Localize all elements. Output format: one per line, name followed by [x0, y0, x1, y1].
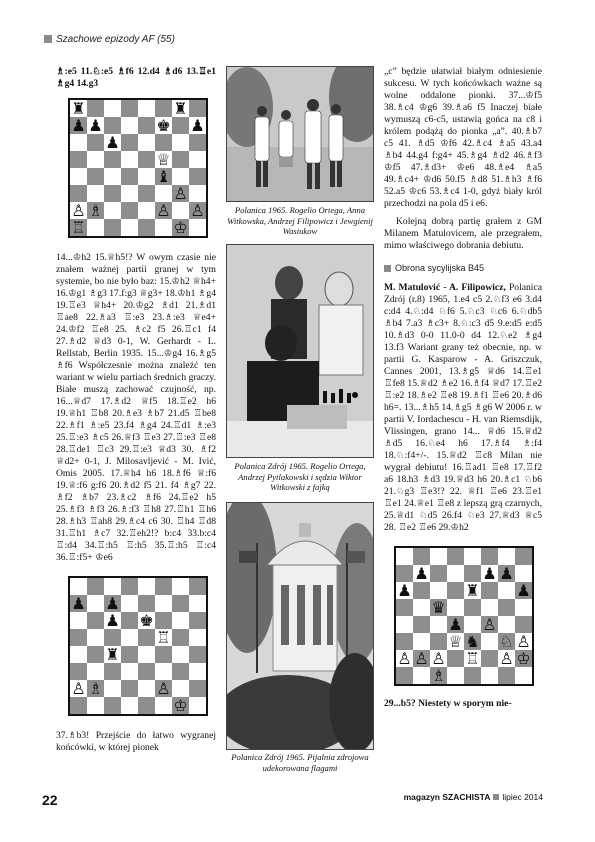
board-square	[104, 219, 121, 236]
board-square	[447, 599, 464, 616]
board-square: ♙	[516, 631, 531, 651]
board-square	[155, 578, 172, 595]
board-square	[104, 117, 121, 134]
board-square	[155, 185, 172, 202]
board-square	[138, 100, 155, 117]
chess-diagram-3	[394, 546, 534, 686]
board-square	[189, 612, 206, 629]
board-square	[138, 117, 155, 134]
board-square	[87, 629, 104, 646]
right-text-3: 29...b5? Niestety w sporym nie-	[384, 698, 512, 709]
board-square	[138, 697, 155, 714]
photo-caption-3: Polanica Zdrój 1965. Pijalnia zdrojowa udekorowana flagami	[231, 752, 369, 773]
board-square	[70, 646, 87, 663]
board-square	[155, 134, 172, 151]
board-square	[189, 629, 206, 646]
board-square	[87, 219, 104, 236]
board-square	[430, 582, 447, 599]
board-square	[515, 548, 532, 565]
board-square: ♟	[482, 563, 497, 583]
right-column	[384, 66, 542, 710]
board-square	[396, 667, 413, 684]
board-square: ♛	[431, 597, 446, 617]
board-square	[481, 667, 498, 684]
board-square: ♙	[499, 648, 514, 668]
board-square	[121, 595, 138, 612]
board-square	[481, 650, 498, 667]
board-square: ♔	[173, 695, 188, 715]
board-square: ♟	[88, 115, 103, 135]
board-square	[87, 168, 104, 185]
board-square	[413, 582, 430, 599]
photo-game-scene	[226, 244, 374, 458]
photo-caption-2: Polanica Zdrój 1965. Rogelio Ortega, Andrzej Pytlakowski i sędzia Wiktor Witkowski z fajką	[234, 461, 366, 492]
board-square	[172, 151, 189, 168]
board-square	[104, 629, 121, 646]
board-square	[413, 633, 430, 650]
left-column	[56, 66, 216, 754]
board-square	[70, 663, 87, 680]
board-square	[172, 680, 189, 697]
left-opening-line: ♗:e5 11.♘:e5 ♗f6 12.d4 ♗d6 13.♖e1 ♗g4 14.g3	[56, 66, 216, 89]
board-square	[189, 595, 206, 612]
board-square	[70, 134, 87, 151]
board-square	[70, 185, 87, 202]
board-square: ♜	[71, 98, 86, 118]
board-square	[138, 185, 155, 202]
board-square	[87, 134, 104, 151]
board-square	[464, 616, 481, 633]
board-square	[515, 616, 532, 633]
board-square	[464, 565, 481, 582]
section-square-icon	[384, 265, 391, 272]
board-square	[413, 548, 430, 565]
board-square	[498, 667, 515, 684]
photo-pump-room	[226, 502, 374, 750]
board-square	[121, 612, 138, 629]
board-square	[121, 117, 138, 134]
board-square: ♟	[499, 563, 514, 583]
right-text-2: Kolejną dobrą partię grałem z GM Milanem Matulovicem, ale przegrałem, mimo właściwego dobrania debiutu.	[384, 216, 542, 251]
board-square	[138, 151, 155, 168]
board-square	[447, 565, 464, 582]
board-square: ♙	[431, 648, 446, 668]
board-square	[481, 599, 498, 616]
board-square: ♚	[156, 115, 171, 135]
photo-caption-1: Polanica 1965. Rogelio Ortega, Anna Witkowska, Andrzej Filipowicz i Jewgienij Wasiukow	[227, 205, 373, 236]
board-square	[121, 185, 138, 202]
board-square	[498, 599, 515, 616]
board-square	[189, 646, 206, 663]
board-square	[481, 582, 498, 599]
board-square: ♔	[516, 648, 531, 668]
board-square	[87, 646, 104, 663]
board-square	[87, 663, 104, 680]
board-square	[138, 219, 155, 236]
board-square	[396, 599, 413, 616]
left-text-1: 14...♔h2 15.♕h5!? W owym czasie nie znałem ważnej partii granej w tym systemie, bo nie było baz: 15.♔h2 ♕h4+ 16.♔g1 ♗g3 17.f:g3 ♕g3+ 18.♔h1 ♗g4 19.♖e3 ♕h4+ 20.♔g2 ♗d1 21.♗d1 ♖ae8 22.♗a3 ♖:e3 23.♗:e3 ♕e4+ 24.♔f2 ♖e8 25. ♗c2 f5 26.♖c1 f4 27.♗d2 ♕d3 0-1, W. Gerhardt - L. Rellstab, Berlin 1935. 15...♔g4 16.♗g5 ♗f6 Współczesnie można znaleźć ten wariant w wielu partiach średnich graczy. Białe muszą zachować czujność, np. 16...♕d7 17.♗d2 ♕f5 18.♖e2 h6 19.♕h1 ♖b8 20.♗e3 ♗b7 21.d5 ♖be8 22.♗f1 ♗:e5 23.f4 ♗g4 24.♖d1 ♗:e3 25.♖:e3 ♗c5 26.♕f3 ♖e3 27.♖:e3 ♖e8 28.♖de1 ♖c3 29.♖:e3 ♕d3 30. ♗f2 ♕d2+ 0-1, J. Milosavljević - M. Ivić, Omis 2005. 17.♕h4 h6 18.♗f6 ♕:f6 19.♕:f6 g:f6 20.♗d2 f5 21. f4 ♗g7 22. ♗f2 ♗b7 23.♗c2 ♗f6 24.♖e2 h5 25.♗f3 ♗f3 26.♗:f3 ♖h8 27.♖h1 ♖h6 28.♗h3 ♖ah8 29.♗c4 c6 30. ♖h4 ♖d8 31.♖h1 ♗c7 32.♖eh2!? b:c4 33.b:c4 ♖:d4 34.♖:h5 ♖:h5 35.♖:h5 ♖:c4 36.♖:f5+ ♔e6	[56, 252, 216, 563]
board-square	[104, 100, 121, 117]
board-square	[70, 697, 87, 714]
board-square	[515, 565, 532, 582]
board-square	[447, 582, 464, 599]
board-square	[498, 548, 515, 565]
board-square: ♟	[190, 115, 205, 135]
board-square	[172, 117, 189, 134]
board-square: ♟	[397, 580, 412, 600]
chess-diagram-1	[68, 98, 208, 238]
board-square	[87, 100, 104, 117]
board-square	[104, 578, 121, 595]
right-text-1: „c” będzie ułatwiał białym odniesienie sukcesu. W tych końcówkach ważne są wolne oddalone pionki. 37...♔f5 38.♗c4 ♔g6 39.♗a6 f5 Inaczej białe wymuszą c6-c5, ustawią gońca na c8 i królem podążą do pionka „a”. 40.♗b7 c5 41. ♗d5 ♔f6 42.♗c4 ♗a5 43.a4 ♗b4 44.g4 f:g4+ 45.♗g4 ♗d2 46.♗f3 ♔f5 47.♗d3+ ♔e6 48.♗e4 ♗a5 49.♗c4+ ♔d6 50.f5 ♗d8 51.♗h3 ♗f6 52.a5 ♔c6 53.♗c4 1-0, gdyż biały król przechodzi na pola d5 i e6.	[384, 66, 542, 209]
board-square	[87, 185, 104, 202]
footer-square-icon	[493, 794, 499, 800]
photo-3-image	[227, 503, 374, 750]
board-square	[121, 134, 138, 151]
board-square	[189, 219, 206, 236]
magazine-name: magazyn SZACHISTA	[403, 792, 491, 802]
board-square	[87, 697, 104, 714]
board-square	[155, 697, 172, 714]
header-title: Szachowe epizody AF (55)	[56, 34, 175, 45]
photo-group-outdoor	[226, 66, 374, 202]
board-square	[138, 680, 155, 697]
header-square-icon	[44, 35, 52, 43]
game-moves-text: Polanica Zdrój (r.8) 1965, 1.e4 c5 2.♘f3 e6 3.d4 c:d4 4.♘:d4 ♘f6 5.♘c3 ♘c6 6.♘db5 ♗b4 7.a3 ♗c3+ 8.♘:c3 d5 9.e:d5 e:d5 10.♗d3 0-0 11.0-0 d4 12.♘e2 ♗g4 13.f3 Wariant grany też obecnie, np. w partii G. Kasparow - A. Griszczuk, Cannes 2001, 13.♗g5 ♕d6 14.♖e1 ♖fe8 15.♕d2 ♗e2 16.♗f4 ♕d7 17.♖e2 ♖:e2 18.♗e2 ♖e8 19.♗f1 ♖e6 20.♗d6 h6=. 13...♗h5 14.♗g5 ♗g6 W 2006 r. w partii V. Iordachescu - H. van Riemsdijk, Vlissingen, grano 14... ♕d6 15.♕d2 ♗d5 16.♘e4 h6 17.♗f4 ♗:f4 18.♘:f4+/-. 15.♕d2 ♖c8 Milan nie wygrał debiutu! 16.♖ad1 ♖e8 17.♖f2 a6 18.h3 ♗d3 19.♕d3 h6 20.♗c1 ♘b6 21.♘g3 ♖e3!? 22. ♕f1 ♖e6 23.♖e1 ♖e1 24.♕e1 ♖e8 z lepszą grą czarnych, 25.♕d1 ♘d5 26.f4 ♘e3 27.♕d3 ♕c5 28. ♖e2 ♖e6 29.♔h2	[384, 282, 542, 533]
board-square: ♞	[465, 631, 480, 651]
board-square	[515, 667, 532, 684]
board-square: ♙	[156, 678, 171, 698]
board-square	[155, 100, 172, 117]
photo-1-image	[227, 67, 374, 202]
board-square	[155, 595, 172, 612]
board-square	[138, 202, 155, 219]
board-square: ♟	[105, 132, 120, 152]
board-square	[189, 134, 206, 151]
board-square	[430, 548, 447, 565]
chess-diagram-2	[68, 576, 208, 716]
board-square: ♙	[482, 614, 497, 634]
board-square	[104, 697, 121, 714]
board-square: ♟	[516, 580, 531, 600]
board-square: ♖	[71, 217, 86, 237]
board-square	[464, 599, 481, 616]
board-square	[121, 680, 138, 697]
board-square	[172, 663, 189, 680]
board-square	[396, 565, 413, 582]
board-square	[189, 151, 206, 168]
board-square	[413, 667, 430, 684]
board-square: ♟	[105, 593, 120, 613]
board-square	[189, 663, 206, 680]
board-square	[87, 151, 104, 168]
board-square	[155, 646, 172, 663]
board-square	[155, 612, 172, 629]
board-square	[172, 578, 189, 595]
board-square: ♔	[173, 217, 188, 237]
board-square	[121, 168, 138, 185]
board-square	[121, 646, 138, 663]
board-square	[172, 629, 189, 646]
board-square	[172, 595, 189, 612]
board-square	[104, 151, 121, 168]
board-square: ♟	[105, 610, 120, 630]
board-square	[396, 548, 413, 565]
board-square: ♙	[71, 200, 86, 220]
board-square	[138, 134, 155, 151]
magazine-footer	[404, 792, 543, 802]
board-square	[138, 578, 155, 595]
board-square: ♘	[499, 631, 514, 651]
board-square	[138, 663, 155, 680]
board-square: ♟	[71, 115, 86, 135]
board-square	[481, 548, 498, 565]
board-square	[70, 612, 87, 629]
board-square	[121, 663, 138, 680]
board-square: ♚	[139, 610, 154, 630]
board-square	[121, 202, 138, 219]
board-square	[121, 697, 138, 714]
board-square: ♗	[431, 665, 446, 685]
left-text-2: 37.♗b3! Przejście do łatwo wygranej końcówki, w której pionek	[56, 730, 216, 753]
board-square	[396, 633, 413, 650]
board-square	[189, 578, 206, 595]
board-square: ♙	[173, 183, 188, 203]
board-square: ♟	[414, 563, 429, 583]
board-square: ♜	[173, 98, 188, 118]
board-square: ♜	[465, 580, 480, 600]
board-square	[121, 578, 138, 595]
board-square	[87, 612, 104, 629]
board-square	[464, 548, 481, 565]
board-square	[104, 168, 121, 185]
board-square	[121, 629, 138, 646]
board-square	[189, 680, 206, 697]
board-square: ♟	[448, 614, 463, 634]
board-square	[413, 599, 430, 616]
board-square	[87, 595, 104, 612]
board-square	[447, 667, 464, 684]
board-square: ♜	[105, 644, 120, 664]
board-square	[172, 646, 189, 663]
board-square	[430, 633, 447, 650]
board-square	[189, 168, 206, 185]
board-square: ♙	[156, 200, 171, 220]
board-square: ♟	[71, 593, 86, 613]
board-square	[87, 578, 104, 595]
board-square	[172, 612, 189, 629]
board-square	[447, 650, 464, 667]
board-square: ♗	[88, 678, 103, 698]
board-square	[70, 168, 87, 185]
board-square	[189, 185, 206, 202]
board-square	[121, 219, 138, 236]
board-square	[498, 582, 515, 599]
board-square: ♕	[156, 149, 171, 169]
board-square	[430, 616, 447, 633]
game-players: M. Matulović - A. Filipowicz,	[384, 282, 506, 293]
board-square: ♙	[397, 648, 412, 668]
board-square	[172, 134, 189, 151]
board-square	[138, 629, 155, 646]
board-square	[121, 100, 138, 117]
board-square	[121, 151, 138, 168]
board-square	[104, 680, 121, 697]
board-square: ♖	[156, 627, 171, 647]
board-square	[396, 616, 413, 633]
issue-date: lipiec 2014	[502, 792, 543, 802]
board-square	[104, 663, 121, 680]
board-square: ♙	[190, 200, 205, 220]
board-square	[138, 595, 155, 612]
page-number: 22	[42, 792, 58, 808]
board-square	[70, 629, 87, 646]
board-square	[481, 633, 498, 650]
board-square	[498, 616, 515, 633]
board-square	[515, 599, 532, 616]
running-header	[44, 34, 175, 45]
board-square	[413, 616, 430, 633]
board-square	[447, 548, 464, 565]
board-square	[70, 578, 87, 595]
board-square	[155, 663, 172, 680]
board-square: ♝	[156, 166, 171, 186]
board-square: ♙	[414, 648, 429, 668]
board-square	[155, 219, 172, 236]
board-square: ♖	[465, 648, 480, 668]
board-square: ♕	[448, 631, 463, 651]
board-square	[172, 168, 189, 185]
board-square	[189, 697, 206, 714]
board-square	[138, 168, 155, 185]
board-square	[172, 202, 189, 219]
photo-2-image	[227, 245, 374, 458]
board-square	[104, 185, 121, 202]
board-square	[138, 646, 155, 663]
board-square	[430, 565, 447, 582]
board-square	[464, 667, 481, 684]
opening-section-label: Obrona sycylijska B45	[384, 262, 542, 274]
board-square	[70, 151, 87, 168]
board-square	[104, 202, 121, 219]
board-square	[189, 100, 206, 117]
board-square: ♗	[88, 200, 103, 220]
board-square: ♙	[71, 678, 86, 698]
